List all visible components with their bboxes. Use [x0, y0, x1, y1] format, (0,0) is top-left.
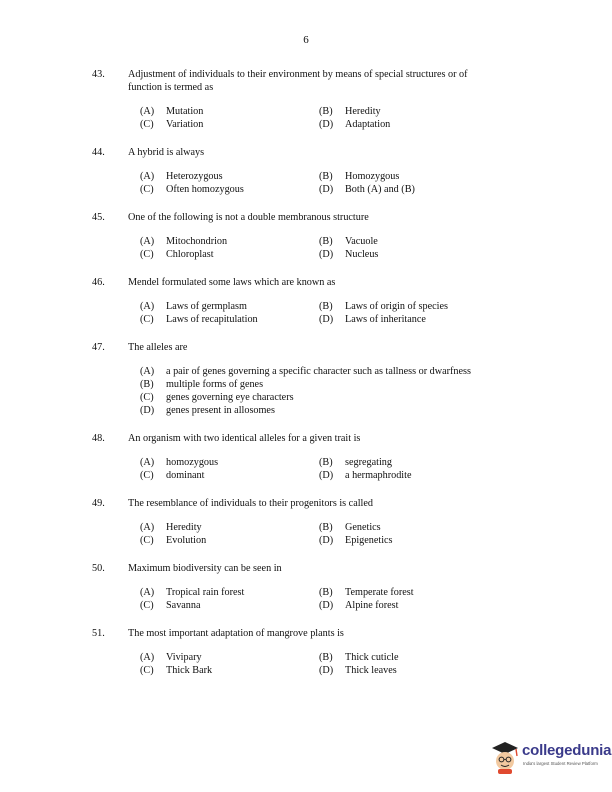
- options-grid: [140, 586, 532, 612]
- logo-name: collegedunia: [522, 742, 612, 759]
- option-c[interactable]: (C) genes governing eye characters: [140, 392, 294, 403]
- question-number: 51.: [92, 628, 105, 639]
- option-d[interactable]: (D) Alpine forest: [319, 600, 399, 611]
- option-a[interactable]: (A) Heredity: [140, 522, 202, 533]
- option-c[interactable]: (C) Often homozygous: [140, 184, 244, 195]
- option-b[interactable]: (B) multiple forms of genes: [140, 379, 264, 390]
- option-c[interactable]: (C) Thick Bark: [140, 665, 213, 676]
- question-47: [92, 341, 532, 417]
- question-number: 46.: [92, 277, 105, 288]
- question-text: Maximum biodiversity can be seen in: [128, 563, 282, 574]
- option-a[interactable]: (A) Vivipary: [140, 652, 202, 663]
- options-grid: [140, 300, 532, 326]
- page-number: 6: [303, 34, 309, 46]
- option-a[interactable]: (A) Mutation: [140, 106, 204, 117]
- question-number: 45.: [92, 212, 105, 223]
- question-text: One of the following is not a double membranous structure: [128, 212, 369, 223]
- question-number: 44.: [92, 147, 105, 158]
- option-a[interactable]: (A) Laws of germplasm: [140, 301, 247, 312]
- question-text: Adjustment of individuals to their environment by means of special structures or of function is termed as: [128, 69, 468, 93]
- question-49: [92, 497, 532, 547]
- option-a[interactable]: (A) Mitochondrion: [140, 236, 228, 247]
- option-b[interactable]: (B) Homozygous: [319, 171, 400, 182]
- option-b[interactable]: (B) Laws of origin of species: [319, 301, 448, 312]
- option-b[interactable]: (B) Heredity: [319, 106, 381, 117]
- option-a[interactable]: (A) homozygous: [140, 457, 219, 468]
- option-c[interactable]: (C) Chloroplast: [140, 249, 214, 260]
- question-50: [92, 562, 532, 612]
- options-grid: [140, 456, 532, 482]
- question-text: An organism with two identical alleles for a given trait is: [128, 433, 361, 444]
- options-grid: [140, 521, 532, 547]
- option-c[interactable]: (C) Savanna: [140, 600, 201, 611]
- option-a[interactable]: (A) Tropical rain forest: [140, 587, 245, 598]
- option-b[interactable]: (B) Temperate forest: [319, 587, 414, 598]
- option-b[interactable]: (B) Genetics: [319, 522, 381, 533]
- question-45: [92, 211, 532, 261]
- question-text: The alleles are: [128, 342, 188, 353]
- options-grid: [140, 651, 532, 677]
- options-grid: [140, 235, 532, 261]
- question-46: [92, 276, 532, 326]
- question-48: [92, 432, 532, 482]
- option-d[interactable]: (D) Nucleus: [319, 249, 379, 260]
- collegedunia-logo[interactable]: [490, 738, 612, 778]
- option-c[interactable]: (C) dominant: [140, 470, 205, 481]
- option-b[interactable]: (B) Vacuole: [319, 236, 378, 247]
- question-text: Mendel formulated some laws which are known as: [128, 277, 336, 288]
- option-c[interactable]: (C) Laws of recapitulation: [140, 314, 258, 325]
- option-d[interactable]: (D) a hermaphrodite: [319, 470, 412, 481]
- option-a[interactable]: (A) a pair of genes governing a specific character such as tallness or dwarfness: [140, 366, 471, 377]
- question-number: 50.: [92, 563, 105, 574]
- option-d[interactable]: (D) Thick leaves: [319, 665, 397, 676]
- question-number: 47.: [92, 342, 105, 353]
- question-43: [92, 68, 532, 131]
- option-d[interactable]: (D) genes present in allosomes: [140, 405, 275, 416]
- question-51: [92, 627, 532, 677]
- options-list: [140, 365, 532, 417]
- question-44: [92, 146, 532, 196]
- option-d[interactable]: (D) Epigenetics: [319, 535, 393, 546]
- options-grid: [140, 105, 532, 131]
- option-d[interactable]: (D) Adaptation: [319, 119, 391, 130]
- option-a[interactable]: (A) Heterozygous: [140, 171, 223, 182]
- question-text: The resemblance of individuals to their progenitors is called: [128, 498, 373, 509]
- option-c[interactable]: (C) Evolution: [140, 535, 207, 546]
- option-d[interactable]: (D) Both (A) and (B): [319, 184, 415, 195]
- option-b[interactable]: (B) segregating: [319, 457, 392, 468]
- option-c[interactable]: (C) Variation: [140, 119, 204, 130]
- option-b[interactable]: (B) Thick cuticle: [319, 652, 399, 663]
- question-number: 43.: [92, 69, 105, 80]
- question-text: The most important adaptation of mangrove plants is: [128, 628, 344, 639]
- graduate-mascot-icon: [490, 740, 520, 774]
- question-number: 48.: [92, 433, 105, 444]
- question-text: A hybrid is always: [128, 147, 205, 158]
- option-d[interactable]: (D) Laws of inheritance: [319, 314, 426, 325]
- question-number: 49.: [92, 498, 105, 509]
- options-grid: [140, 170, 532, 196]
- logo-tagline: India's largest Student Review Platform: [523, 761, 598, 766]
